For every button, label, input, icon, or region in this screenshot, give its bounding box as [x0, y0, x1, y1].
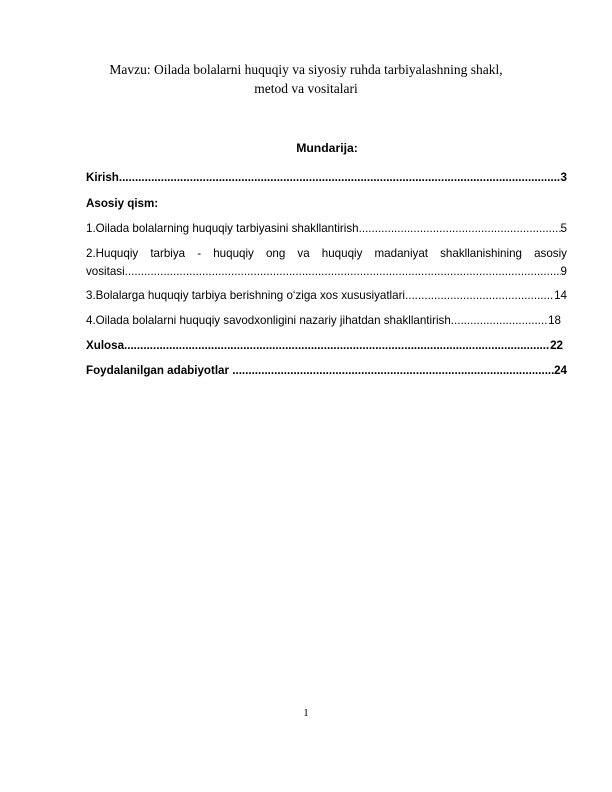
toc-entry-label-line2	[86, 265, 567, 278]
toc-entry-page: 18	[548, 314, 561, 327]
toc-leader-dots	[232, 364, 554, 377]
toc-word: huquqiy	[321, 247, 363, 260]
title-line-1: Mavzu: Oilada bolalarni huquqiy va siyosiy ruhda tarbiyalashning shakl,	[109, 62, 503, 77]
toc-word: madaniyat	[374, 247, 429, 260]
toc-entry-page: 5	[560, 222, 567, 235]
toc-word: 2.Huquqiy	[86, 247, 139, 260]
toc-entry-label: Xulosa	[86, 339, 125, 352]
toc-leader-dots	[124, 339, 550, 352]
document-title	[60, 60, 552, 98]
toc-entry-item3[interactable]	[86, 289, 567, 302]
toc-word: huquqiy	[213, 247, 254, 260]
toc-entry-label: vositasi	[86, 265, 125, 278]
toc-entry-label: 4.Oilada bolalarni huquqiy savodxonligini nazariy jihatdan shakllantirish	[86, 314, 451, 327]
table-of-contents	[86, 171, 567, 377]
toc-entry-label: 1.Oilada bolalarning huquqiy tarbiyasini shakllantirish	[86, 222, 359, 235]
toc-entry-label: Kirish	[86, 171, 119, 184]
toc-leader-dots	[125, 265, 561, 278]
toc-word: -	[197, 247, 202, 260]
toc-leader-dots	[451, 314, 548, 327]
toc-heading: Mundarija:	[296, 141, 358, 155]
toc-entry-xulosa[interactable]	[86, 339, 567, 352]
toc-section-heading: Asosiy qism:	[86, 197, 159, 210]
title-line-2: metod va vositalari	[254, 81, 358, 96]
toc-entry-item2[interactable]	[86, 247, 567, 278]
toc-leader-dots	[119, 171, 561, 184]
toc-entry-page: 9	[560, 265, 567, 278]
toc-entry-kirish[interactable]	[86, 171, 567, 184]
toc-entry-label: 3.Bolalarga huquqiy tarbiya berishning o‘ziga xos xususiyatlari	[86, 289, 406, 302]
toc-word: ong	[265, 247, 286, 260]
toc-entry-page: 22	[550, 339, 563, 352]
toc-entry-label: Foydalanilgan adabiyotlar	[86, 364, 233, 377]
toc-word: shakllanishining	[440, 247, 522, 260]
toc-entry-page: 14	[554, 289, 567, 302]
toc-entry-item4[interactable]	[86, 314, 567, 327]
toc-word: va	[297, 247, 310, 260]
toc-entry-page: 3	[560, 171, 567, 184]
toc-word: tarbiya	[150, 247, 186, 260]
toc-entry-page: 24	[554, 364, 567, 377]
toc-word: asosiy	[534, 247, 567, 260]
toc-entry-label-line1	[86, 247, 567, 260]
toc-leader-dots	[405, 289, 554, 302]
toc-entry-adabiyotlar[interactable]	[86, 364, 567, 377]
toc-leader-dots	[359, 222, 561, 235]
page-number: 1	[303, 707, 309, 719]
toc-entry-item1[interactable]	[86, 222, 567, 235]
